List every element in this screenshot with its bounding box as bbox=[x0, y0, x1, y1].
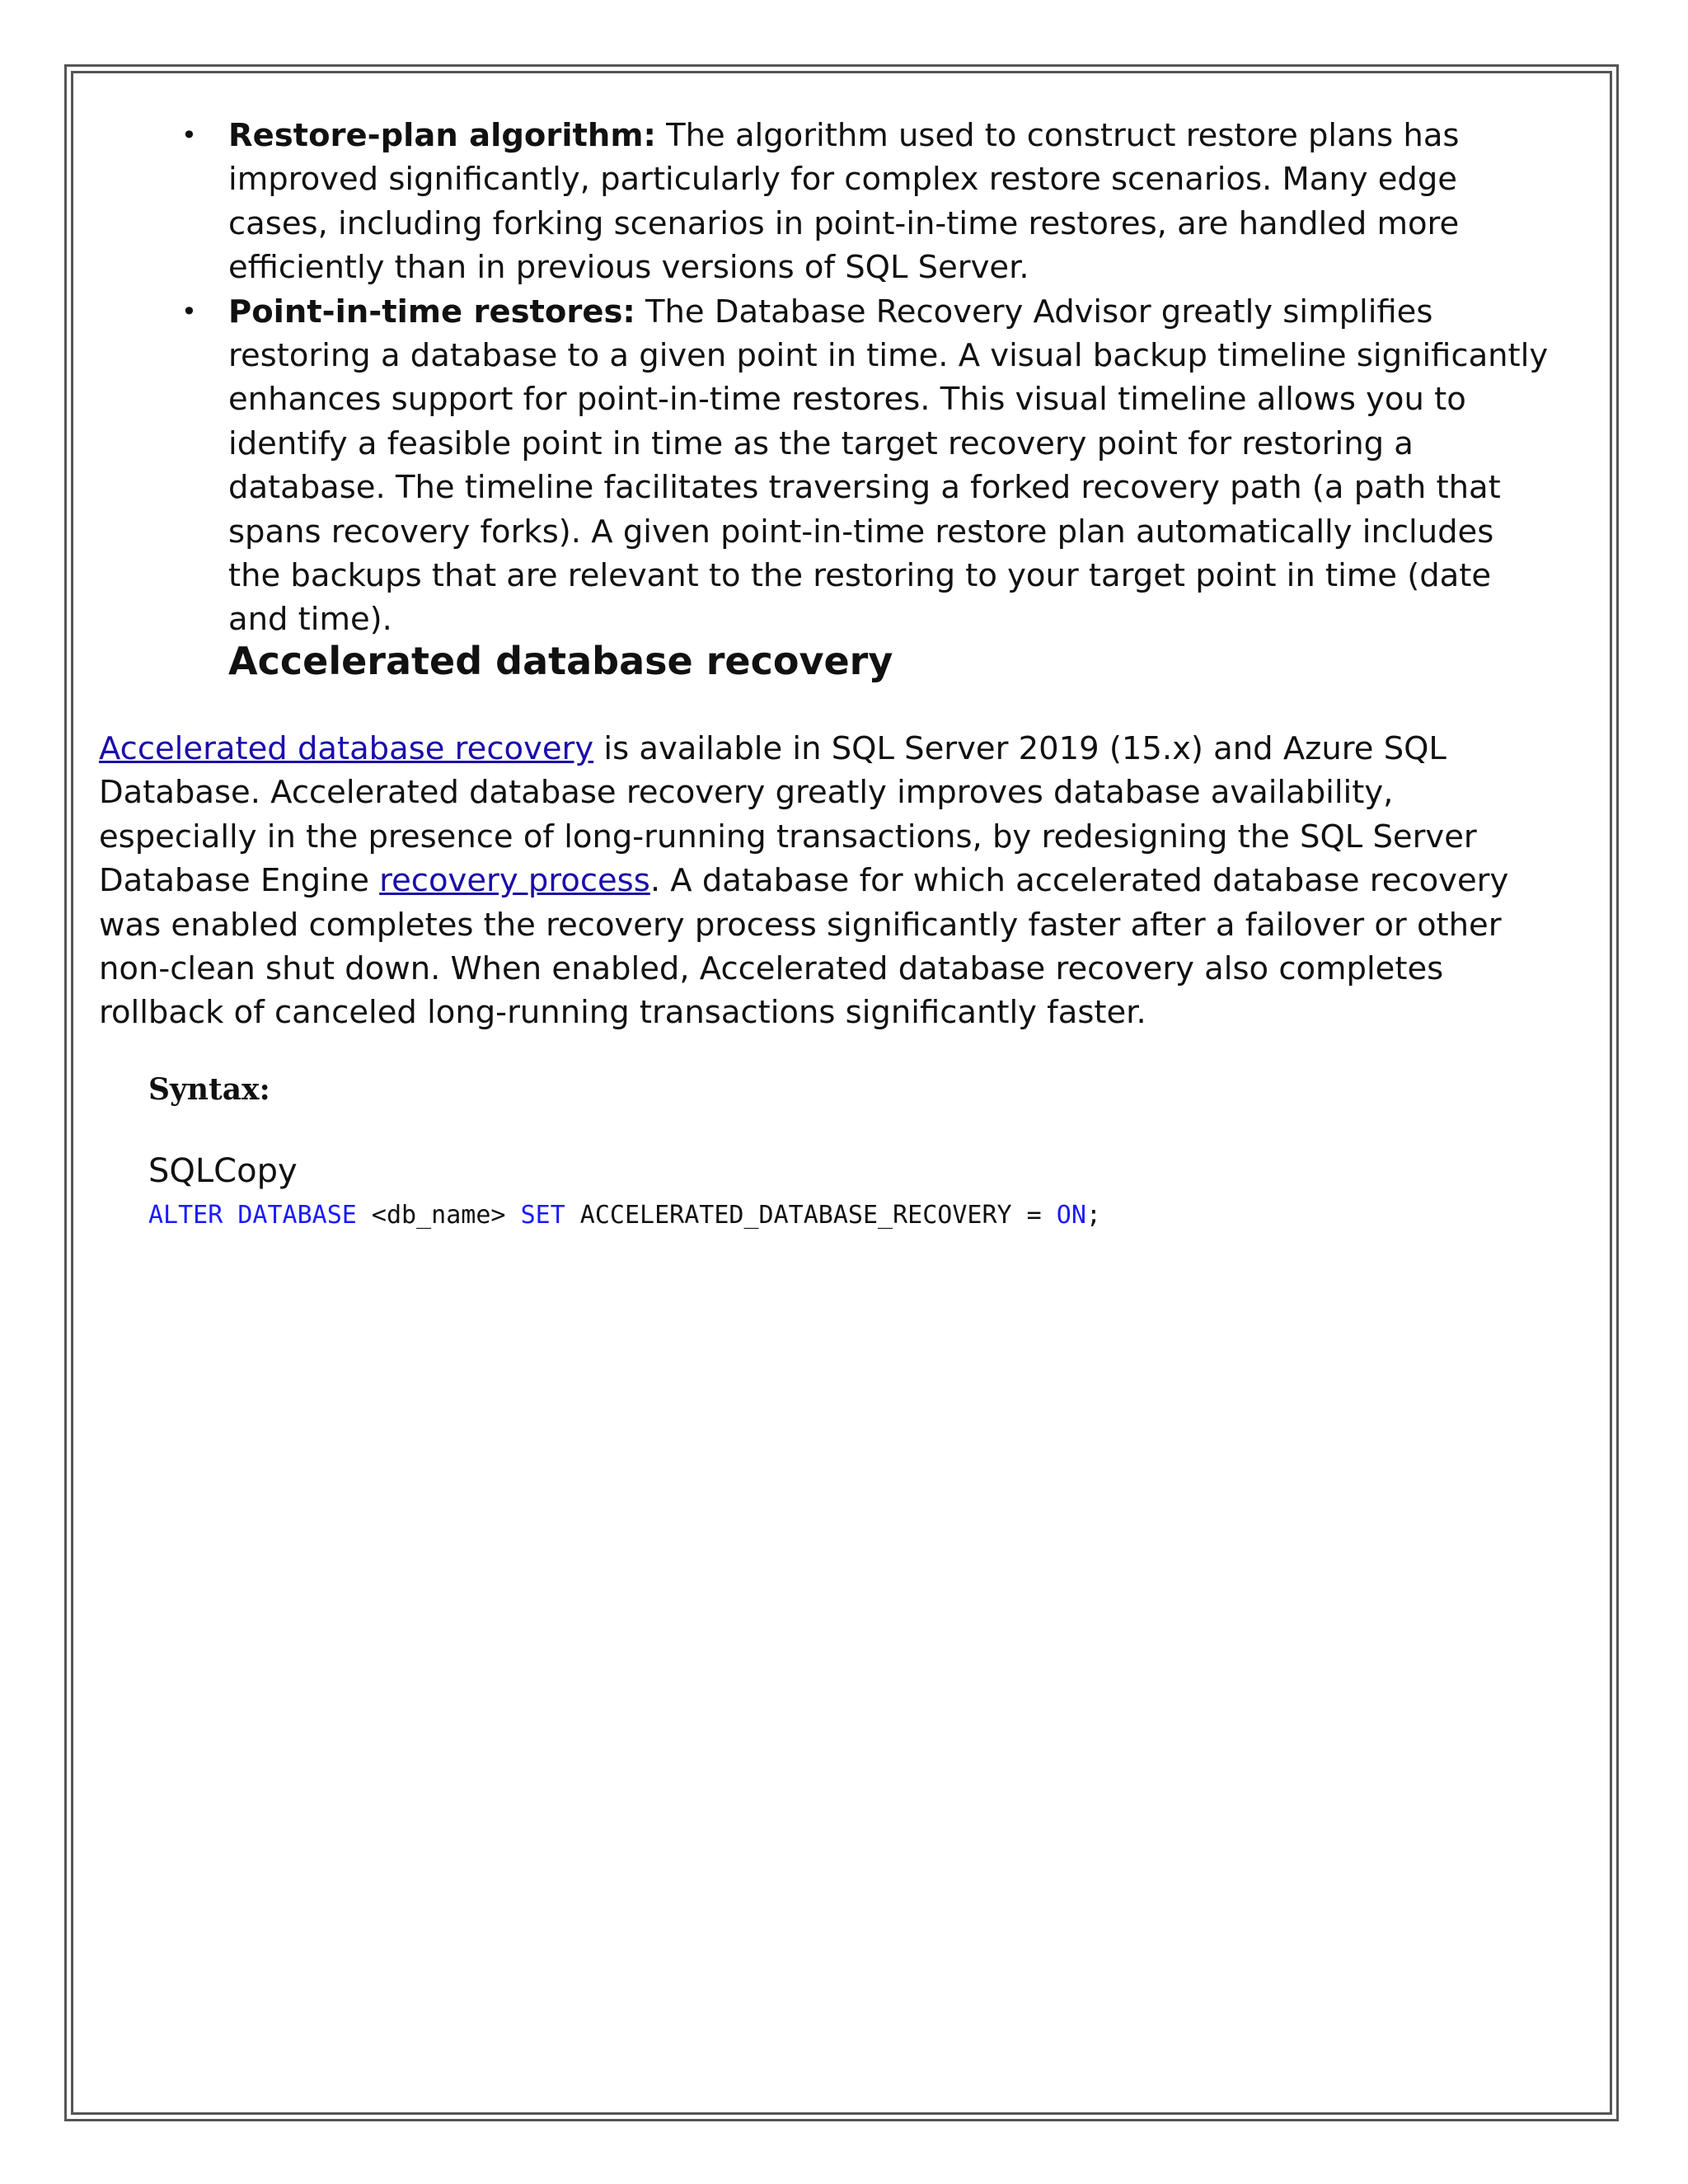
code-text: ACCELERATED_DATABASE_RECOVERY = bbox=[565, 1201, 1057, 1230]
bullet-dot-icon: • bbox=[181, 295, 197, 327]
syntax-label: Syntax: bbox=[148, 1072, 270, 1107]
accelerated-database-recovery-link[interactable]: Accelerated database recovery bbox=[99, 730, 594, 767]
code-block bbox=[148, 1199, 1101, 1232]
recovery-process-link[interactable]: recovery process bbox=[379, 862, 650, 900]
bullet-term: Point-in-time restores: bbox=[228, 293, 635, 330]
bullet-text: The algorithm used to construct restore plans has improved significantly, particularly for complex restore scenarios. Many edge cases, including forking scenarios in point-in-time restores, are handled more efficiently than in previous versions of SQL Server. bbox=[228, 117, 1460, 287]
bullet-item-point-in-time bbox=[181, 290, 1550, 642]
feature-bullet-list bbox=[181, 114, 1550, 642]
code-language-label: SQLCopy bbox=[148, 1152, 298, 1190]
bullet-text: The Database Recovery Advisor greatly simplifies restoring a database to a given point in time. A visual backup timeline significantly enhances support for point-in-time restores. This visual timeline allows you to identify a feasible point in time as the target recovery point for restoring a database. The timeline facilitates traversing a forked recovery path (a path that spans recovery forks). A given point-in-time restore plan automatically includes the backups that are relevant to the restoring to your target point in time (date and time). bbox=[228, 293, 1549, 639]
code-text: ; bbox=[1085, 1201, 1101, 1230]
code-text: <db_name> bbox=[356, 1201, 521, 1230]
code-keyword: ON bbox=[1056, 1201, 1086, 1230]
bullet-item-restore-plan bbox=[181, 114, 1550, 290]
code-keyword: SET bbox=[520, 1201, 565, 1230]
paragraph-text-1: is available in SQL Server 2019 (15.x) and Azure SQL Database. Accelerated database recovery greatly improves database availability, especially in the presence of long-running transactions, by redesigning the SQL Server Database Engine bbox=[99, 730, 1477, 900]
bullet-term: Restore-plan algorithm: bbox=[228, 117, 656, 154]
section-paragraph bbox=[99, 727, 1558, 1035]
paragraph-text-2: . A database for which accelerated database recovery was enabled completes the recovery process significantly faster after a failover or other non-clean shut down. When enabled, Accelerated database recovery also completes rollback of canceled long-running transactions significantly faster. bbox=[99, 862, 1509, 1032]
code-keyword: ALTER DATABASE bbox=[148, 1201, 357, 1230]
section-heading: Accelerated database recovery bbox=[228, 639, 893, 683]
bullet-dot-icon: • bbox=[181, 120, 197, 151]
